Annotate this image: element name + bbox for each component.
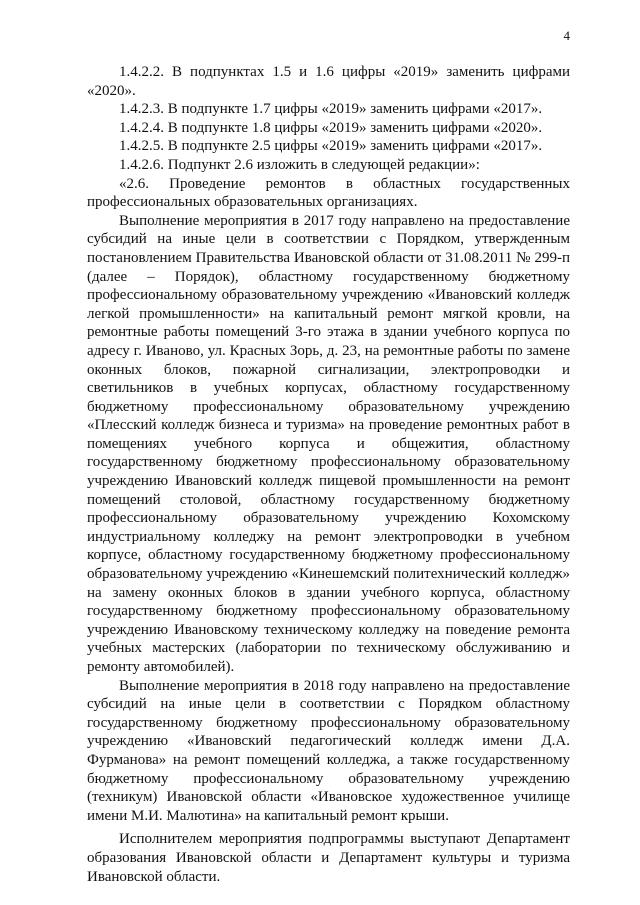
paragraph-1-4-2-5: 1.4.2.5. В подпункте 2.5 цифры «2019» заменить цифрами «2017».: [119, 138, 543, 155]
paragraph-2-6-heading: «2.6. Проведение ремонтов в областных государственных профессиональных образовательных организациях.: [87, 175, 570, 211]
paragraph-executors: Исполнителем мероприятия подпрограммы выступают Департамент образования Ивановской области и Департамент культуры и туризма Ивановской области.: [87, 831, 570, 885]
paragraph-1-4-2-2: 1.4.2.2. В подпунктах 1.5 и 1.6 цифры «2019» заменить цифрами «2020».: [87, 64, 570, 99]
paragraph-2017-measures: Выполнение мероприятия в 2017 году направлено на предоставление субсидий на иные цели в соответствии с Порядком, утвержденным постановлением Правительства Ивановской области от 31.08.2011 № 299-п (далее – Порядок), областному государственному бюджетному профессиональному образовательному учреждению «Ивановский колледж легкой промышленности» на капитальный ремонт мягкой кровли, на ремонтные работы помещений 3-го этажа в здании учебного корпуса по адресу г. Иваново, ул. Красных Зорь, д. 23, на ремонтные работы по замене оконных блоков, пожарной сигнализации, электропроводки и светильников в учебных корпусах, областному государственному бюджетному профессиональному образовательному учреждению «Плесский колледж бизнеса и туризма» на проведение ремонтных работ в помещениях учебного корпуса и общежития, областному государственному бюджетному профессиональному образовательному учреждению Ивановский колледж пищевой промышленности на ремонт помещений столовой, областному государственному бюджетному профессиональному образовательному учреждению Кохомскому индустриальному колледжу на ремонт электропроводки в учебном корпусе, областному государственному бюджетному профессиональному образовательному учреждению «Кинешемский политехнический колледж» на замену оконных блоков в здании учебного корпуса, областному государственному бюджетному профессиональному образовательному учреждению Ивановскому техническому колледжу на поведение ремонта учебных мастерских (лаборатории по техническому обслуживанию и ремонту автомобилей).: [87, 212, 570, 675]
paragraph-2018-measures: Выполнение мероприятия в 2018 году направлено на предоставление субсидий на иные цели в соответствии с Порядком областному государственному бюджетному профессиональному образовательному учреждению «Ивановский педагогический колледж имени Д.А. Фурманова» на ремонт помещений колледжа, а также государственному бюджетному профессиональному образовательному учреждению (техникум) Ивановской области «Ивановское художественное училище имени М.И. Малютина» на капитальный ремонт крыши.: [87, 677, 570, 824]
page-number: 4: [563, 28, 570, 43]
paragraph-1-4-2-4: 1.4.2.4. В подпункте 1.8 цифры «2019» заменить цифрами «2020».: [119, 119, 543, 136]
paragraph-1-4-2-3: 1.4.2.3. В подпункте 1.7 цифры «2019» заменить цифрами «2017».: [119, 101, 543, 118]
paragraph-1-4-2-6: 1.4.2.6. Подпункт 2.6 изложить в следующей редакции»:: [119, 156, 480, 173]
document-body: [87, 63, 570, 886]
